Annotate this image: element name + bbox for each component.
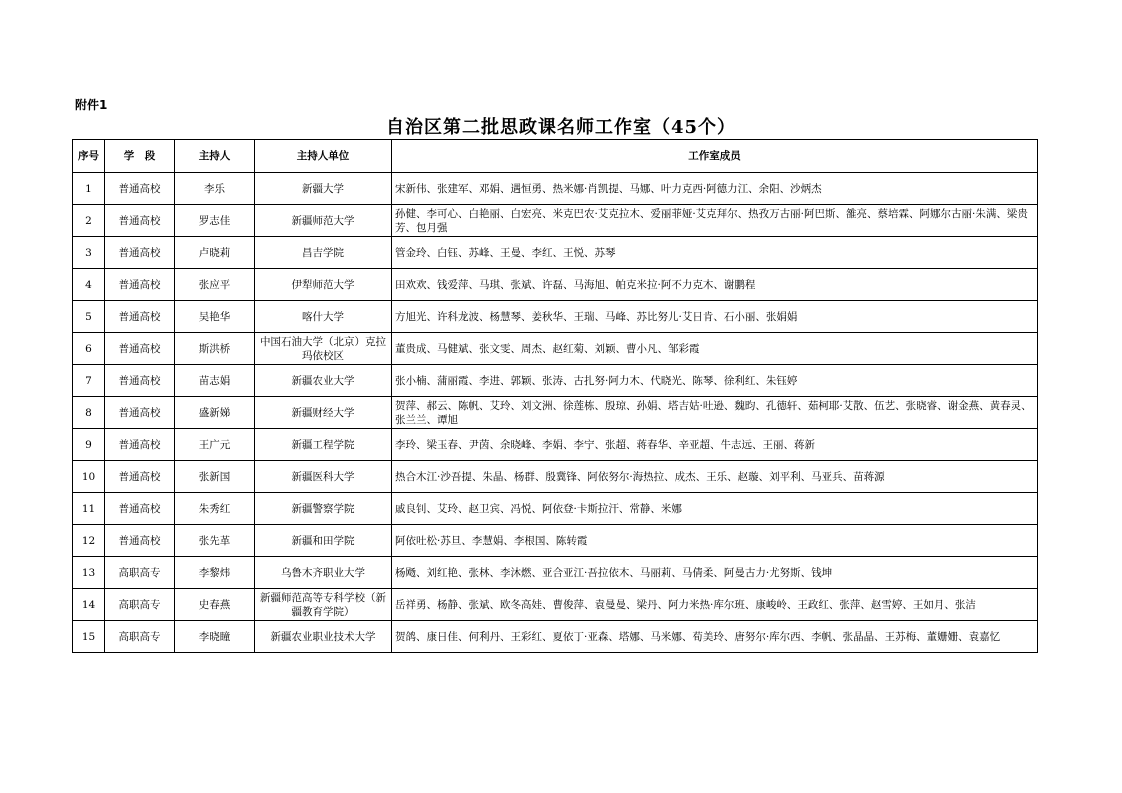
row-stage: 高职高专 bbox=[105, 557, 175, 589]
table-header-row bbox=[73, 140, 1038, 173]
row-number: 8 bbox=[73, 397, 105, 429]
table-row bbox=[73, 493, 1038, 525]
table-row bbox=[73, 237, 1038, 269]
row-host: 李晓瞳 bbox=[175, 621, 255, 653]
row-stage: 普通高校 bbox=[105, 237, 175, 269]
row-host: 张先革 bbox=[175, 525, 255, 557]
row-host: 吴艳华 bbox=[175, 301, 255, 333]
row-unit: 伊犁师范大学 bbox=[255, 269, 392, 301]
row-host: 苗志娟 bbox=[175, 365, 255, 397]
row-stage: 普通高校 bbox=[105, 205, 175, 237]
row-number: 4 bbox=[73, 269, 105, 301]
row-members: 张小楠、蒲丽霞、李进、郭颖、张涛、古扎努·阿力木、代晓光、陈琴、徐利红、朱钰婷 bbox=[392, 365, 1038, 397]
header-stage: 学 段 bbox=[105, 140, 175, 173]
row-host: 史春燕 bbox=[175, 589, 255, 621]
row-unit: 喀什大学 bbox=[255, 301, 392, 333]
row-number: 15 bbox=[73, 621, 105, 653]
row-host: 罗志佳 bbox=[175, 205, 255, 237]
table-row bbox=[73, 461, 1038, 493]
row-members: 贺萍、郝云、陈帆、艾玲、刘文洲、徐莲栋、殷琼、孙娟、塔吉姑·吐逊、魏昀、孔德轩、茹柯耶·艾散、伍艺、张晓睿、谢金燕、黄春灵、张兰兰、谭旭 bbox=[392, 397, 1038, 429]
table-row bbox=[73, 205, 1038, 237]
row-members: 李玲、梁玉春、尹茵、余晓峰、李娟、李宁、张超、蒋春华、辛亚超、牛志远、王丽、蒋新 bbox=[392, 429, 1038, 461]
row-members: 田欢欢、钱爱萍、马琪、张斌、许磊、马海旭、帕克米拉·阿不力克木、谢鹏程 bbox=[392, 269, 1038, 301]
row-host: 王广元 bbox=[175, 429, 255, 461]
row-stage: 普通高校 bbox=[105, 365, 175, 397]
attachment-label: 附件1 bbox=[75, 98, 108, 112]
table-row bbox=[73, 365, 1038, 397]
table-row bbox=[73, 525, 1038, 557]
row-stage: 普通高校 bbox=[105, 173, 175, 205]
row-unit: 新疆农业大学 bbox=[255, 365, 392, 397]
table-row bbox=[73, 301, 1038, 333]
row-members: 孙健、李可心、白艳丽、白宏亮、米克巴农·艾克拉木、爱丽菲娅·艾克拜尔、热孜万古丽·阿巴斯、雒亮、蔡培霖、阿娜尔古丽·朱满、梁贵芳、包月强 bbox=[392, 205, 1038, 237]
row-unit: 新疆医科大学 bbox=[255, 461, 392, 493]
header-members: 工作室成员 bbox=[392, 140, 1038, 173]
table-row bbox=[73, 589, 1038, 621]
row-host: 斯洪桥 bbox=[175, 333, 255, 365]
header-no: 序号 bbox=[73, 140, 105, 173]
row-members: 董贵成、马健斌、张文雯、周杰、赵红菊、刘颖、曹小凡、邹彩霞 bbox=[392, 333, 1038, 365]
row-unit: 新疆大学 bbox=[255, 173, 392, 205]
table-row bbox=[73, 429, 1038, 461]
row-unit: 新疆警察学院 bbox=[255, 493, 392, 525]
row-number: 13 bbox=[73, 557, 105, 589]
table-row bbox=[73, 621, 1038, 653]
row-stage: 普通高校 bbox=[105, 333, 175, 365]
row-number: 2 bbox=[73, 205, 105, 237]
row-members: 方旭光、许科龙波、杨慧琴、姜秋华、王瑞、马峰、苏比努儿·艾日肯、石小丽、张娟娟 bbox=[392, 301, 1038, 333]
row-unit: 新疆师范大学 bbox=[255, 205, 392, 237]
row-host: 卢晓莉 bbox=[175, 237, 255, 269]
row-number: 11 bbox=[73, 493, 105, 525]
row-members: 杨飏、刘红艳、张林、李沐燃、亚合亚江·吾拉依木、马丽莉、马倩柔、阿曼古力·尤努斯、钱坤 bbox=[392, 557, 1038, 589]
row-stage: 普通高校 bbox=[105, 269, 175, 301]
row-stage: 普通高校 bbox=[105, 429, 175, 461]
row-number: 7 bbox=[73, 365, 105, 397]
table-row bbox=[73, 269, 1038, 301]
row-unit: 昌吉学院 bbox=[255, 237, 392, 269]
row-number: 9 bbox=[73, 429, 105, 461]
row-number: 1 bbox=[73, 173, 105, 205]
table-body bbox=[73, 173, 1038, 653]
row-unit: 中国石油大学（北京）克拉玛依校区 bbox=[255, 333, 392, 365]
row-stage: 高职高专 bbox=[105, 589, 175, 621]
row-number: 14 bbox=[73, 589, 105, 621]
row-unit: 乌鲁木齐职业大学 bbox=[255, 557, 392, 589]
row-host: 张应平 bbox=[175, 269, 255, 301]
table-row bbox=[73, 333, 1038, 365]
row-number: 12 bbox=[73, 525, 105, 557]
row-host: 李黎炜 bbox=[175, 557, 255, 589]
row-number: 3 bbox=[73, 237, 105, 269]
row-stage: 普通高校 bbox=[105, 525, 175, 557]
row-host: 李乐 bbox=[175, 173, 255, 205]
row-members: 阿依吐松·苏旦、李慧娟、李根国、陈转霞 bbox=[392, 525, 1038, 557]
row-stage: 高职高专 bbox=[105, 621, 175, 653]
row-host: 张新国 bbox=[175, 461, 255, 493]
row-number: 5 bbox=[73, 301, 105, 333]
studio-roster-table bbox=[72, 139, 1038, 653]
row-host: 盛新娣 bbox=[175, 397, 255, 429]
row-host: 朱秀红 bbox=[175, 493, 255, 525]
table-row bbox=[73, 173, 1038, 205]
row-stage: 普通高校 bbox=[105, 493, 175, 525]
table-row bbox=[73, 557, 1038, 589]
row-stage: 普通高校 bbox=[105, 397, 175, 429]
row-unit: 新疆工程学院 bbox=[255, 429, 392, 461]
row-members: 管金玲、白钰、苏峰、王曼、李红、王悦、苏琴 bbox=[392, 237, 1038, 269]
row-members: 宋新伟、张建军、邓娟、遇恒勇、热米娜·肖凯提、马娜、叶力克西·阿德力江、余阳、沙炳杰 bbox=[392, 173, 1038, 205]
row-unit: 新疆财经大学 bbox=[255, 397, 392, 429]
row-stage: 普通高校 bbox=[105, 461, 175, 493]
document-title: 自治区第二批思政课名师工作室（45个） bbox=[385, 117, 737, 138]
row-members: 戚良钊、艾玲、赵卫宾、冯悦、阿依登·卡斯拉汗、常静、米娜 bbox=[392, 493, 1038, 525]
header-host: 主持人 bbox=[175, 140, 255, 173]
row-stage: 普通高校 bbox=[105, 301, 175, 333]
header-unit: 主持人单位 bbox=[255, 140, 392, 173]
row-unit: 新疆和田学院 bbox=[255, 525, 392, 557]
row-unit: 新疆师范高等专科学校（新疆教育学院） bbox=[255, 589, 392, 621]
row-members: 贺鸽、康日佳、何利丹、王彩红、夏依丁·亚森、塔娜、马米娜、荀美玲、唐努尔·库尔西、李帆、张晶晶、王苏梅、董姗姗、袁嘉忆 bbox=[392, 621, 1038, 653]
table-row bbox=[73, 397, 1038, 429]
row-number: 6 bbox=[73, 333, 105, 365]
row-number: 10 bbox=[73, 461, 105, 493]
row-members: 热合木江·沙吾提、朱晶、杨群、殷冀锋、阿依努尔·海热拉、成杰、王乐、赵璇、刘平利、马亚兵、苗蒋源 bbox=[392, 461, 1038, 493]
row-unit: 新疆农业职业技术大学 bbox=[255, 621, 392, 653]
row-members: 岳祥勇、杨静、张斌、欧冬高娃、曹俊萍、袁曼曼、梁丹、阿力米热·库尔班、康峻岭、王政红、张萍、赵雪婷、王如月、张洁 bbox=[392, 589, 1038, 621]
